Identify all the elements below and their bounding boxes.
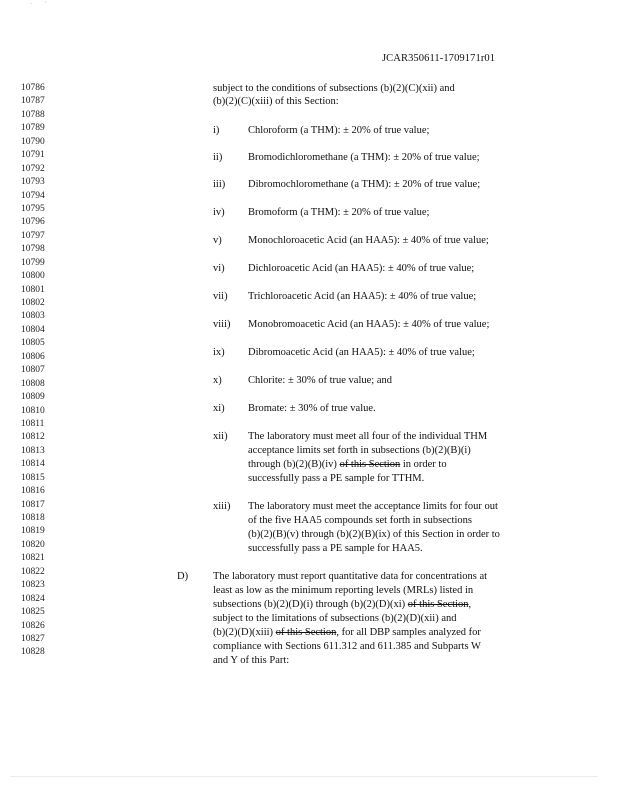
line-number: 10802 — [21, 298, 45, 308]
item-number: iii) — [213, 179, 226, 190]
line-number: 10827 — [21, 633, 45, 644]
line-number: 10812 — [21, 432, 45, 443]
item-number: v) — [213, 235, 222, 246]
line-number: 10789 — [21, 123, 45, 134]
text-segment: (b)(2)(D)(xiii) — [213, 627, 276, 638]
item-text: Chloroform (a THM): ± 20% of true value; — [248, 125, 430, 136]
line-number: 10791 — [21, 150, 45, 161]
line-number: 10809 — [21, 392, 45, 403]
line-number: 10792 — [21, 163, 45, 174]
text-segment: through (b)(2)(B)(iv) — [248, 459, 340, 470]
line-number: 10821 — [21, 553, 45, 564]
line-number: 10810 — [21, 405, 45, 416]
document-header: JCAR350611-1709171r01 — [382, 53, 496, 64]
item-d-line-6: compliance with Sections 611.312 and 611.385 and Subparts W — [213, 641, 481, 652]
item-text: Bromate: ± 30% of true value. — [248, 403, 376, 414]
text-segment: in order to — [400, 459, 447, 470]
line-number: 10819 — [21, 526, 45, 537]
intro-line-2: (b)(2)(C)(xiii) of this Section: — [213, 96, 339, 107]
item-text: Dibromochloromethane (a THM): ± 20% of true value; — [248, 179, 481, 190]
item-xiii-line-2: of the five HAA5 compounds set forth in subsections — [248, 515, 472, 526]
item-d-line-7: and Y of this Part: — [213, 655, 290, 666]
item-text: Monobromoacetic Acid (an HAA5): ± 40% of true value; — [248, 319, 490, 330]
item-xii-line-3 — [248, 458, 447, 471]
line-number: 10822 — [21, 566, 45, 577]
page-bottom-divider — [10, 776, 598, 777]
item-text: Monochloroacetic Acid (an HAA5): ± 40% of true value; — [248, 235, 489, 246]
line-number: 10811 — [21, 418, 45, 429]
line-number: 10803 — [21, 311, 45, 322]
line-number: 10788 — [21, 109, 45, 120]
line-number: 10805 — [21, 338, 45, 349]
item-text: Bromoform (a THM): ± 20% of true value; — [248, 207, 430, 218]
item-xiii-line-3: (b)(2)(B)(v) through (b)(2)(B)(ix) of this Section in order to — [248, 529, 500, 540]
item-text: Trichloroacetic Acid (an HAA5): ± 40% of true value; — [248, 291, 477, 302]
item-xii-line-1: The laboratory must meet all four of the individual THM — [248, 431, 488, 442]
line-number: 10797 — [21, 230, 45, 241]
item-number: ix) — [213, 347, 225, 358]
item-xii-line-2: acceptance limits set forth in subsections (b)(2)(B)(i) — [248, 445, 471, 456]
item-number: viii) — [213, 319, 231, 330]
item-xiii-line-4: successfully pass a PE sample for HAA5. — [248, 543, 423, 554]
line-number: 10793 — [21, 177, 45, 188]
item-xiii-number: xiii) — [213, 501, 231, 512]
item-xii-number: xii) — [213, 431, 228, 442]
item-text: Dichloroacetic Acid (an HAA5): ± 40% of true value; — [248, 263, 475, 274]
line-number: 10828 — [21, 647, 45, 658]
line-number: 10786 — [21, 83, 45, 93]
line-number: 10790 — [21, 136, 45, 147]
line-number: 10826 — [21, 620, 45, 631]
item-d-line-3 — [213, 598, 471, 611]
line-number: 10825 — [21, 607, 45, 618]
line-number: 10795 — [21, 203, 45, 214]
line-number: 10817 — [21, 499, 45, 510]
line-number: 10818 — [21, 513, 45, 523]
line-number: 10806 — [21, 351, 45, 362]
item-d-line-5 — [213, 626, 481, 639]
item-number: ii) — [213, 152, 223, 163]
item-d-line-2: least as low as the minimum reporting levels (MRLs) listed in — [213, 585, 474, 596]
line-number: 10824 — [21, 593, 45, 604]
item-d-line-4: subject to the limitations of subsections (b)(2)(D)(xii) and — [213, 613, 457, 624]
line-number: 10796 — [21, 217, 45, 228]
line-number-column — [21, 82, 45, 660]
item-text: Dibromoacetic Acid (an HAA5): ± 40% of true value; — [248, 347, 475, 358]
line-number: 10787 — [21, 96, 45, 107]
line-number: 10799 — [21, 257, 45, 268]
item-number: vi) — [213, 263, 225, 274]
item-number: i) — [213, 125, 220, 136]
item-number: x) — [213, 375, 222, 386]
struck-text: of this Section — [275, 627, 337, 638]
line-number: 10804 — [21, 324, 45, 335]
item-d-number: D) — [177, 571, 189, 582]
line-number: 10798 — [21, 244, 45, 255]
line-number: 10807 — [21, 365, 45, 376]
line-number: 10816 — [21, 486, 45, 497]
scan-artifact: · ' — [30, 0, 46, 8]
item-text: Bromodichloromethane (a THM): ± 20% of true value; — [248, 152, 480, 163]
item-xiii-line-1: The laboratory must meet the acceptance limits for four out — [248, 501, 498, 512]
line-number: 10801 — [21, 284, 45, 295]
item-d-line-1: The laboratory must report quantitative data for concentrations at — [213, 571, 488, 582]
line-number: 10823 — [21, 580, 45, 591]
text-segment: subsections (b)(2)(D)(i) through (b)(2)(D)(xi) — [213, 599, 408, 610]
line-number: 10800 — [21, 271, 45, 282]
item-text: Chlorite: ± 30% of true value; and — [248, 375, 392, 386]
line-number: 10808 — [21, 378, 45, 389]
item-number: xi) — [213, 403, 225, 414]
line-number: 10813 — [21, 445, 45, 456]
item-number: iv) — [213, 207, 225, 218]
text-segment: , for all DBP samples analyzed for — [336, 627, 481, 638]
line-number: 10815 — [21, 472, 45, 483]
line-number: 10820 — [21, 539, 45, 550]
struck-text: of this Section — [407, 599, 469, 610]
line-number: 10814 — [21, 459, 45, 470]
intro-line-1: subject to the conditions of subsections (b)(2)(C)(xii) and — [213, 83, 455, 94]
item-number: vii) — [213, 291, 228, 302]
text-segment: , — [468, 599, 472, 610]
struck-text: of this Section — [339, 459, 401, 470]
line-number: 10794 — [21, 190, 45, 201]
item-xii-line-4: successfully pass a PE sample for TTHM. — [248, 473, 425, 484]
